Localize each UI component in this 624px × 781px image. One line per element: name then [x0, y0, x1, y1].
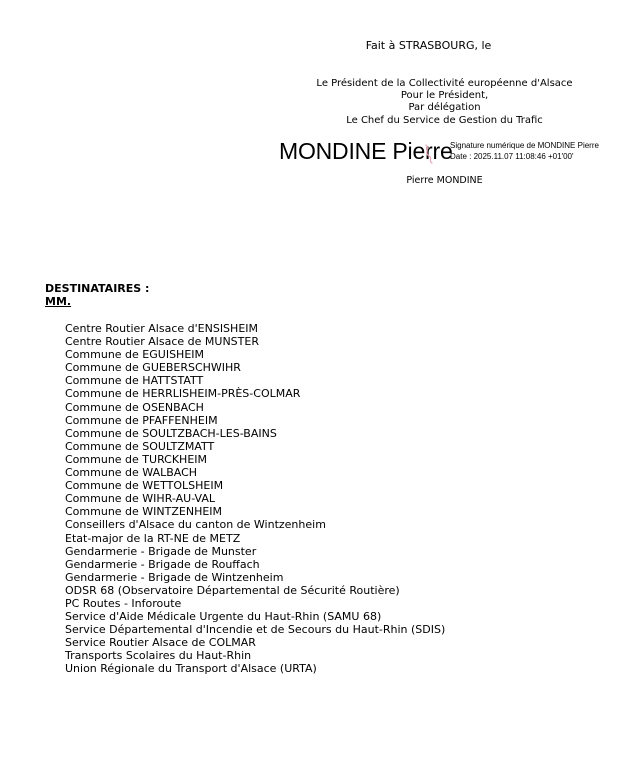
- authority-line-delegation: Par délégation: [408, 102, 481, 114]
- recipient-item: Commune de PFAFFENHEIM: [65, 413, 218, 427]
- recipient-item: Union Régionale du Transport d'Alsace (URTA): [65, 662, 317, 676]
- place-date-line: Fait à STRASBOURG, le: [365, 39, 492, 52]
- recipient-item: Commune de WETTOLSHEIM: [65, 479, 224, 493]
- recipient-item: Etat-major de la RT-NE de METZ: [65, 531, 241, 545]
- recipient-item: Centre Routier Alsace d'ENSISHEIM: [65, 322, 258, 335]
- signer-name: Pierre MONDINE: [406, 175, 483, 186]
- recipient-item: Commune de WIHR-AU-VAL: [65, 492, 215, 506]
- recipient-item: Commune de WINTZENHEIM: [65, 505, 223, 519]
- recipient-item: Transports Scolaires du Haut-Rhin: [65, 649, 252, 663]
- recipient-item: Commune de GUEBERSCHWIHR: [65, 361, 241, 375]
- recipients-title: DESTINATAIRES :: [45, 282, 150, 295]
- recipient-item: Commune de SOULTZMATT: [65, 439, 215, 453]
- recipient-item: Gendarmerie - Brigade de Rouffach: [65, 557, 260, 571]
- signature-name: MONDINE Pierre: [279, 138, 453, 164]
- recipient-item: Commune de HATTSTATT: [65, 374, 204, 388]
- recipient-item: Service Départemental d'Incendie et de Secours du Haut-Rhin (SDIS): [65, 623, 446, 637]
- recipients-list: [65, 322, 445, 676]
- authority-line-president: Le Président de la Collectivité européenne d'Alsace: [316, 78, 573, 89]
- recipient-item: Service d'Aide Médicale Urgente du Haut-Rhin (SAMU 68): [65, 610, 382, 624]
- digital-signature-info: [450, 141, 599, 162]
- recipient-item: Centre Routier Alsace de MUNSTER: [65, 335, 259, 349]
- recipient-item: Commune de EGUISHEIM: [65, 348, 205, 362]
- signature-mark-icon: [420, 141, 442, 165]
- recipient-item: Gendarmerie - Brigade de Munster: [65, 544, 257, 558]
- recipient-item: Commune de HERRLISHEIM-PRÈS-COLMAR: [65, 387, 301, 401]
- recipient-item: Conseillers d'Alsace du canton de Wintzenheim: [65, 518, 326, 532]
- authority-line-pour: Pour le Président,: [400, 90, 489, 102]
- authority-line-chef: Le Chef du Service de Gestion du Trafic: [346, 114, 543, 126]
- recipient-item: Commune de TURCKHEIM: [65, 452, 208, 466]
- digital-signature-label: Signature numérique de MONDINE Pierre: [450, 141, 599, 150]
- recipient-item: PC Routes - Inforoute: [65, 596, 182, 610]
- recipient-item: Commune de OSENBACH: [65, 400, 204, 414]
- digital-signature-date: Date : 2025.11.07 11:08:46 +01'00': [450, 151, 574, 161]
- authority-block: [300, 78, 589, 127]
- recipient-item: Commune de WALBACH: [65, 466, 198, 480]
- recipient-item: Gendarmerie - Brigade de Wintzenheim: [65, 570, 284, 584]
- recipient-item: Service Routier Alsace de COLMAR: [65, 636, 256, 650]
- recipient-item: ODSR 68 (Observatoire Départemental de Sécurité Routière): [65, 583, 400, 597]
- recipients-salutation: MM.: [45, 295, 72, 308]
- recipient-item: Commune de SOULTZBACH-LES-BAINS: [65, 426, 277, 440]
